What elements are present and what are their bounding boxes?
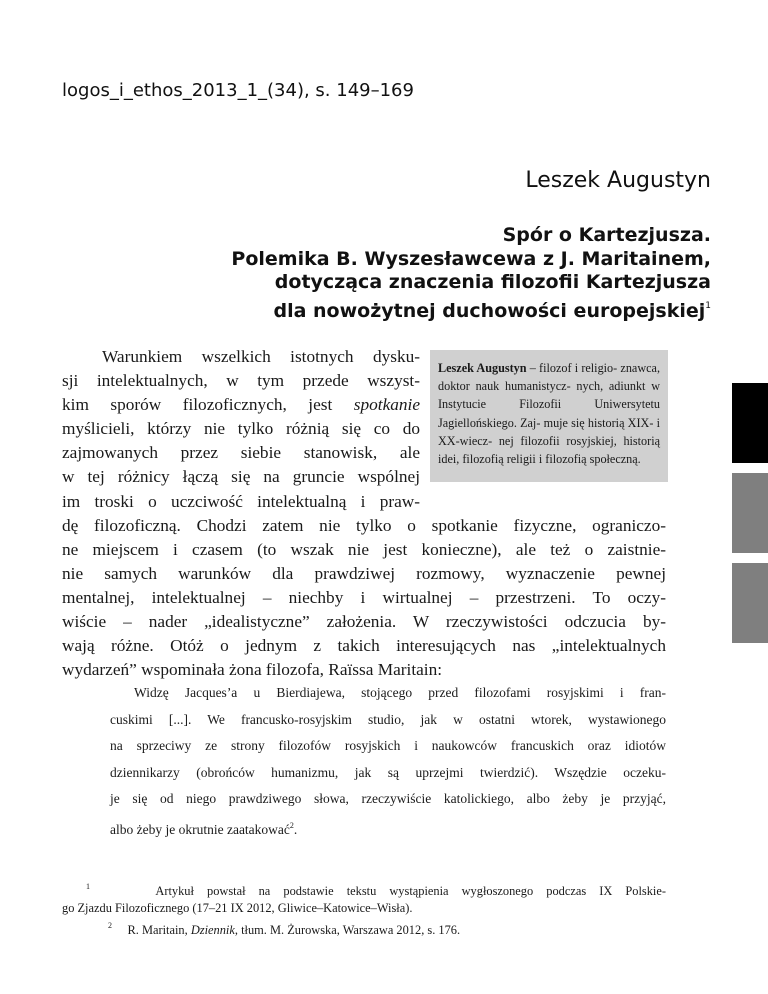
quote-end: . xyxy=(293,821,298,837)
emphasis: Dziennik xyxy=(190,923,235,937)
quote-line: cuskimi [...]. We francusko-rosyjskim studio, jak w ostatni wtorek, wystawionego xyxy=(110,711,666,727)
body-text: kim sporów filozoficznych, jest xyxy=(62,395,354,415)
footnote-text: Artykuł powstał na podstawie tekstu wystąpienia wygłoszonego podczas IX Polskie- xyxy=(155,884,667,898)
footnote-1 xyxy=(62,878,666,900)
body-line: dę filozoficzną. Chodzi zatem nie tylko o spotkanie fizyczne, ograniczo- xyxy=(62,515,666,535)
quote-line xyxy=(110,813,666,844)
bio-line: muje się historią XIX- i XX-wiecz- xyxy=(438,415,660,448)
footnote-number: 2 xyxy=(108,921,112,930)
block-quote xyxy=(110,680,666,844)
body-paragraph xyxy=(62,345,666,682)
article-title xyxy=(151,224,711,323)
body-line: Warunkiem wszelkich istotnych dysku- xyxy=(102,347,420,366)
quote-line: je się od niego prawdziwego słowa, rzeczywiście katolickiego, albo żeby je przyjąć, xyxy=(110,791,666,807)
body-line: myślicieli, którzy nie tylko różnią się co do xyxy=(62,419,420,439)
body-line: im troski o uczciwość intelektualną i praw- xyxy=(62,491,420,511)
title-line: dotycząca znaczenia filozofii Kartezjusza xyxy=(274,271,711,293)
body-line: nie samych warunków dla prawdziwej rozmowy, wyznaczenie pewnej xyxy=(62,563,666,583)
footnote-ref: 1 xyxy=(705,300,711,311)
title-line: Polemika B. Wyszesławcewa z J. Maritainem, xyxy=(231,247,711,270)
bio-line: znawca, doktor nauk humanistycz- xyxy=(438,361,660,394)
footnote-text: R. Maritain, xyxy=(127,923,191,937)
section-tab-black xyxy=(732,383,768,463)
quote-line: na sprzeciwy ze strony filozofów rosyjskich i naukowców francuskich oraz idiotów xyxy=(110,738,666,754)
author-name: Leszek Augustyn xyxy=(525,168,711,193)
title-line: Spór o Kartezjusza. xyxy=(502,224,711,246)
section-tab-gray xyxy=(732,473,768,553)
quote-line: dziennikarzy (obrońców humanizmu, jak są uprzejmi twierdzić). Wszędzie oczeku- xyxy=(110,764,666,780)
body-line: zajmowanych przez siebie stanowisk, ale xyxy=(62,443,420,463)
quote-text: albo żeby je okrutnie zaatakować xyxy=(110,821,290,837)
footnote-number: 1 xyxy=(86,882,90,891)
bio-name: Leszek Augustyn xyxy=(438,361,527,375)
title-line xyxy=(151,295,711,324)
body-line: wydarzeń” wspominała żona filozofa, Raïssa Maritain: xyxy=(62,660,443,680)
body-line xyxy=(62,393,420,417)
section-tab-gray xyxy=(732,563,768,643)
footnote-2 xyxy=(62,917,666,939)
body-line: w tej różnicy łączą się na gruncie wspólnej xyxy=(62,467,420,487)
bio-line: nej filozofii rosyjskiej, historią idei, xyxy=(438,433,660,467)
body-line: ne miejscem i czasem (to wszak nie jest konieczne), ale też o zaistnie- xyxy=(62,539,666,559)
bio-line: filozofią religii i filozofią społeczną. xyxy=(462,452,641,467)
body-line: wiście – nader „idealistyczne” założenia. W rzeczywistości odczucia by- xyxy=(62,612,666,632)
footnote-1-cont: go Zjazdu Filozoficznego (17–21 IX 2012, Gliwice–Katowice–Wisła). xyxy=(62,901,413,915)
title-line-text: dla nowożytnej duchowości europejskiej xyxy=(273,299,706,322)
bio-line: Uniwersytetu Jagiellońskiego. Zaj- xyxy=(438,397,660,430)
bio-line: nych, adiunkt w Instytucie Filozofii xyxy=(438,379,660,412)
footnotes xyxy=(62,878,666,939)
journal-citation: logos_i_ethos_2013_1_(34), s. 149–169 xyxy=(62,80,414,101)
footnote-text: , tłum. M. Żurowska, Warszawa 2012, s. 176. xyxy=(234,923,461,937)
bio-line: – filozof i religio- xyxy=(526,361,618,375)
quote-line: Widzę Jacques’a u Bierdiajewa, stojącego przed filozofami rosyjskimi i fran- xyxy=(134,685,666,700)
emphasis: spotkanie xyxy=(353,395,420,415)
body-line: mentalnej, intelektualnej – niechby i wirtualnej – przestrzeni. To oczy- xyxy=(62,587,666,607)
body-line: wają różne. Otóż o jednym z takich interesujących nas „intelektualnych xyxy=(62,636,666,656)
footnote-ref: 2 xyxy=(289,820,294,830)
body-line: sji intelektualnych, w tym przede wszyst- xyxy=(62,371,420,391)
